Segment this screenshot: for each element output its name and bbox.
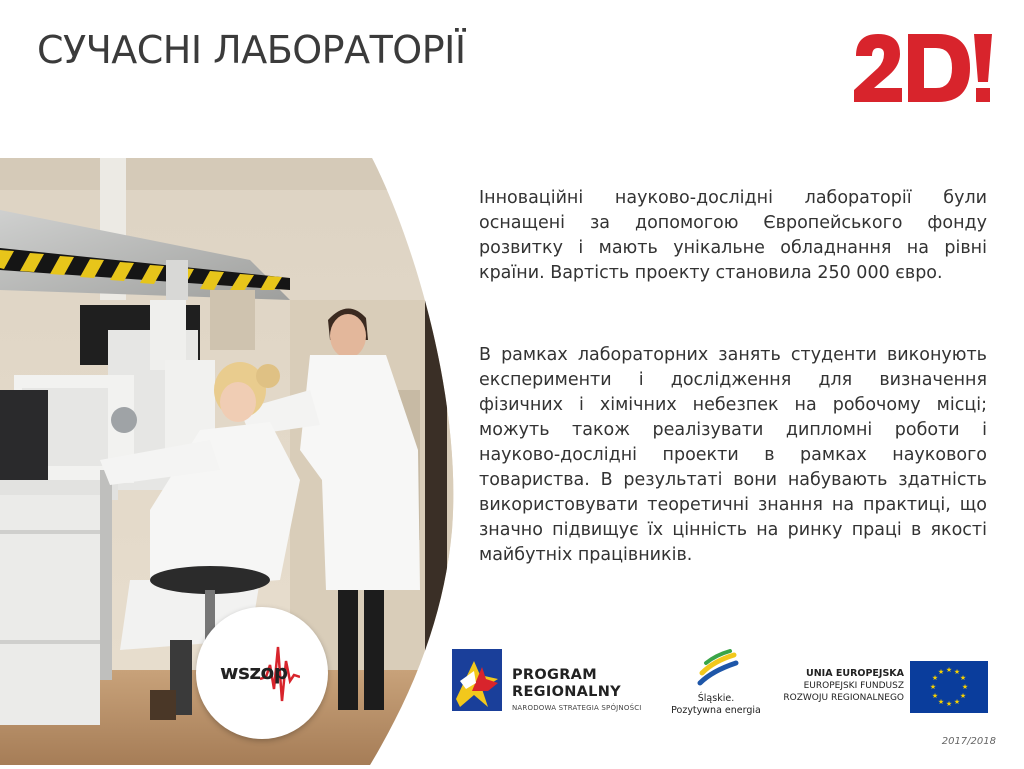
slaskie-line1: Śląskie. <box>697 693 735 704</box>
svg-text:★: ★ <box>953 698 961 706</box>
eu-text <box>778 667 904 704</box>
program-regionalny-text <box>512 667 642 712</box>
svg-text:★: ★ <box>945 700 953 708</box>
program-line1: PROGRAM <box>512 667 597 683</box>
slaskie-line2: Pozytywna energia <box>671 705 761 716</box>
year-label: 2017/2018 <box>941 736 996 747</box>
intro-paragraph: Інноваційні науково-дослідні лабораторії були оснащені за допомогою Європейського фонду розвитку і мають унікальне обладнання на рівні країни. Вартість проекту становила 250 000 євро. <box>479 188 987 283</box>
program-line2: REGIONALNY <box>512 684 621 700</box>
svg-text:★: ★ <box>959 674 967 682</box>
svg-text:★: ★ <box>929 683 937 691</box>
svg-text:★: ★ <box>953 668 961 676</box>
slaskie-text <box>666 693 766 717</box>
eu-flag-icon <box>910 661 988 713</box>
svg-text:★: ★ <box>961 683 969 691</box>
svg-text:★: ★ <box>959 692 967 700</box>
svg-text:★: ★ <box>931 692 939 700</box>
eu-line2: EUROPEJSKI FUNDUSZ <box>803 681 904 691</box>
brand-2d-logo <box>848 20 996 108</box>
eu-line1: UNIA EUROPEJSKA <box>806 668 904 679</box>
svg-text:★: ★ <box>937 698 945 706</box>
svg-text:★: ★ <box>937 668 945 676</box>
svg-text:★: ★ <box>945 666 953 674</box>
svg-text:★: ★ <box>931 674 939 682</box>
sponsor-logos-bar <box>440 645 1000 730</box>
details-paragraph: В рамках лабораторних занять студенти виконують експерименти і дослідження для визначення фізичних і хімічних небезпек на робочому місці; можуть також реалізувати дипломні роботи і науково-дослідні проекти в рамках наукового товариства. В результаті вони набувають здатність використовувати теоретичні знання на практиці, що значно підвищує їх цінність на ринку праці в якості майбутніх працівників. <box>479 345 987 565</box>
program-regionalny-icon <box>452 649 502 711</box>
eu-line3: ROZWOJU REGIONALNEGO <box>783 693 904 703</box>
page-title: СУЧАСНІ ЛАБОРАТОРІЇ <box>37 28 466 72</box>
wszop-logo <box>196 607 328 739</box>
program-line3: NARODOWA STRATEGIA SPÓJNOŚCI <box>512 704 642 712</box>
wszop-label: wszop <box>220 660 288 684</box>
slaskie-icon <box>696 649 740 689</box>
